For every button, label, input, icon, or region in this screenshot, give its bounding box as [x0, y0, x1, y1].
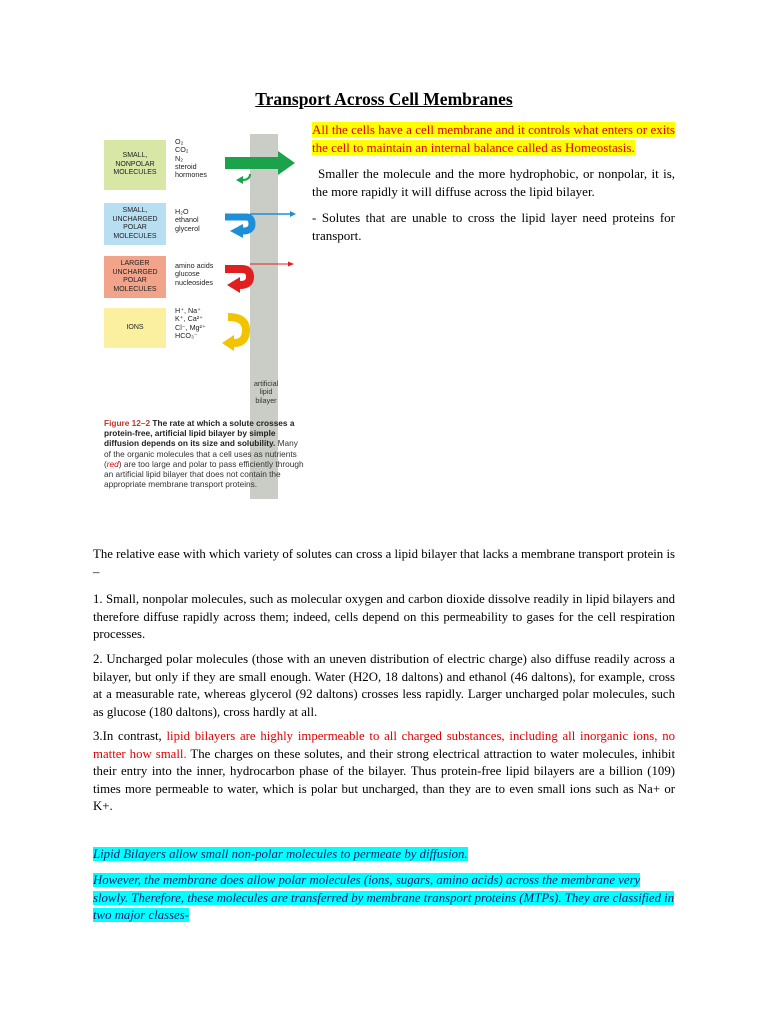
point-1: 1. Small, nonpolar molecules, such as molecular oxygen and carbon dioxide dissolve readily in lipid bilayers and therefore diffuse rapidly across them; indeed, cells depend on this permeability to gases for the cell respiration processes. — [93, 592, 675, 641]
row-label-small-nonpolar: SMALL, NONPOLAR MOLECULES — [104, 140, 166, 190]
caption-text-1: Many of the organic molecules that a cell uses as nutrients ( — [104, 438, 298, 469]
green-arrow-icon — [225, 151, 295, 184]
proteins-paragraph: - Solutes that are unable to cross the lipid layer need proteins for transport. — [312, 210, 675, 243]
caption-red-word: red — [106, 458, 119, 469]
figure-number: Figure 12–2 — [104, 418, 151, 428]
intro-column — [312, 121, 675, 253]
homeostasis-highlight: All the cells have a cell membrane and it controls what enters or exits the cell to maintain an internal balance called as Homeostasis. — [312, 122, 675, 155]
point-2: 2. Uncharged polar molecules (those with an uneven distribution of electric charge) also diffuse readily across a bilayer, but only if they are small enough. Water (H2O, 18 daltons) and ethanol (46 daltons), for example, cross at a measurable rate, whereas glycerol (92 daltons) crosses less rapidly. Larger uncharged polar molecules, such as glucose (180 daltons), cross hardly at all. — [93, 652, 675, 719]
row-label-ions: IONS — [104, 308, 166, 348]
cyan-note-1: Lipid Bilayers allow small non-polar molecules to permeate by diffusion. — [93, 847, 468, 861]
figure-caption — [104, 418, 304, 489]
point-3-red: lipid bilayers are highly impermeable to all charged substances, including all inorganic ions, no matter how small. — [93, 729, 675, 761]
intro-paragraph: The relative ease with which variety of solutes can cross a lipid bilayer that lacks a membrane transport protein is – — [93, 547, 675, 579]
cyan-note-2: However, the membrane does allow polar molecules (ions, sugars, amino acids) across the membrane very slowly. Therefore, these molecules are transferred by membrane transport proteins (MTPs). They are classified in two major classes- — [93, 873, 675, 922]
red-arrow-icon — [225, 262, 294, 294]
page-title: Transport Across Cell Membranes — [255, 89, 513, 109]
molecules-small-nonpolar: O₂ CO₂ N₂ steroid hormones — [175, 137, 207, 180]
diffusion-arrows — [100, 130, 305, 370]
molecules-ions: H⁺, Na⁺ K⁺, Ca²⁺ Cl⁻, Mg²⁺ HCO₃⁻ — [175, 306, 206, 340]
caption-heading: The rate at which a solute crosses a protein-free, artificial lipid bilayer by simple diffusion depends on its size and solubility. — [104, 418, 295, 449]
blue-arrow-icon — [225, 211, 296, 238]
caption-text-2: ) are too large and polar to pass efficiently through an artificial lipid bilayer that does not contain the appropriate membrane transport proteins. — [104, 458, 304, 490]
row-label-larger-polar: LARGER UNCHARGED POLAR MOLECULES — [104, 256, 166, 298]
row-label-small-polar: SMALL, UNCHARGED POLAR MOLECULES — [104, 203, 166, 245]
hydrophobic-paragraph: Smaller the molecule and the more hydrophobic, or nonpolar, it is, the more rapidly it will diffuse across the lipid bilayer. — [312, 166, 675, 199]
bilayer-label: artificial lipid bilayer — [253, 379, 279, 405]
yellow-arrow-icon — [222, 317, 246, 351]
molecules-small-polar: H₂O ethanol glycerol — [175, 207, 200, 233]
molecules-larger-polar: amino acids glucose nucleosides — [175, 261, 214, 287]
point-3: 3.In contrast, lipid bilayers are highly impermeable to all charged substances, including all inorganic ions, no matter how small. The charges on these solutes, and their strong electrical attraction to water molecules, inhibit their entry into the inner, hydrocarbon phase of the bilayer. Thus protein-free lipid bilayers are a billion (109) times more permeable to water, which is polar but uncharged, than they are to even small ions such as Na+ or K+. — [93, 729, 675, 813]
